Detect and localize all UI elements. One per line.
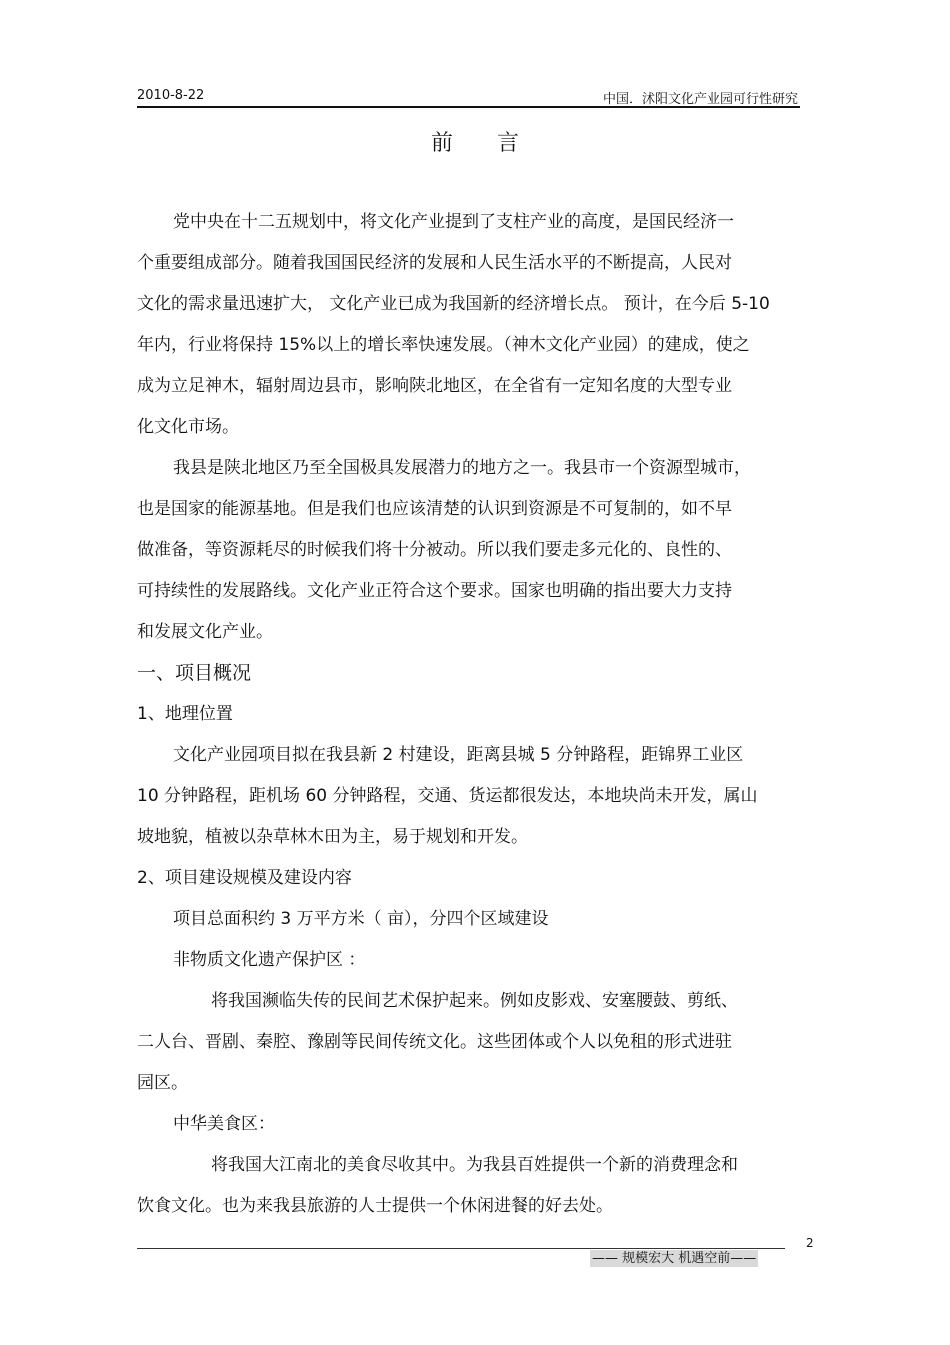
- footer-rule: [137, 1248, 785, 1249]
- text-line: 可持续性的发展路线。文化产业正符合这个要求。国家也明确的指出要大力支持: [137, 581, 732, 601]
- text-line: 我县是陕北地区乃至全国极具发展潜力的地方之一。我县市一个资源型城市，: [173, 458, 751, 478]
- document-title: 前言: [430, 131, 563, 156]
- header-rule: [137, 106, 800, 108]
- header-date: 2010-8-22: [137, 88, 205, 103]
- zone-heading: 中华美食区：: [173, 1114, 275, 1134]
- document-body: [137, 202, 817, 1227]
- page-number: 2: [806, 1236, 814, 1250]
- text-line: 成为立足神木，辐射周边县市，影响陕北地区，在全省有一定知名度的大型专业: [137, 376, 732, 396]
- text-line: 党中央在十二五规划中，将文化产业提到了支柱产业的高度，是国民经济一: [173, 212, 734, 232]
- section-heading: 一、项目概况: [137, 662, 252, 684]
- text-line: 和发展文化产业。: [137, 622, 273, 642]
- text-line: 项目总面积约 3 万平方米（ 亩），分四个区域建设: [173, 909, 549, 929]
- text-line: 坡地貌，植被以杂草林木田为主，易于规划和开发。: [137, 827, 528, 847]
- text-line: 将我国大江南北的美食尽收其中。为我县百姓提供一个新的消费理念和: [211, 1155, 738, 1175]
- text-line: 文化的需求量迅速扩大， 文化产业已成为我国新的经济增长点。 预计，在今后 5-10: [137, 294, 770, 314]
- subsection-heading: 2、项目建设规模及建设内容: [137, 868, 352, 888]
- text-line: 也是国家的能源基地。但是我们也应该清楚的认识到资源是不可复制的，如不早: [137, 499, 732, 519]
- text-line: 化文化市场。: [137, 417, 239, 437]
- text-line: 园区。: [137, 1073, 188, 1093]
- text-line: 文化产业园项目拟在我县新 2 村建设，距离县城 5 分钟路程，距锦界工业区: [173, 745, 744, 765]
- text-line: 饮食文化。也为来我县旅游的人士提供一个休闲进餐的好去处。: [137, 1196, 613, 1216]
- text-line: 10 分钟路程，距机场 60 分钟路程，交通、货运都很发达，本地块尚未开发，属山: [137, 786, 758, 806]
- text-line: 做准备，等资源耗尽的时候我们将十分被动。所以我们要走多元化的、良性的、: [137, 540, 732, 560]
- text-line: 个重要组成部分。随着我国国民经济的发展和人民生活水平的不断提高，人民对: [137, 253, 732, 273]
- text-line: 二人台、晋剧、秦腔、豫剧等民间传统文化。这些团体或个人以免租的形式进驻: [137, 1032, 732, 1052]
- subsection-heading: 1、地理位置: [137, 704, 233, 724]
- footer-slogan: —— 规模宏大 机遇空前——: [592, 1251, 757, 1266]
- text-line: 将我国濒临失传的民间艺术保护起来。例如皮影戏、安塞腰鼓、剪纸、: [211, 991, 738, 1011]
- header-title: 中国．沭阳文化产业园可行性研究: [602, 92, 798, 107]
- text-line: 年内，行业将保持 15%以上的增长率快速发展。（神木文化产业园）的建成，使之: [137, 335, 750, 355]
- zone-heading: 非物质文化遗产保护区 ：: [173, 950, 366, 970]
